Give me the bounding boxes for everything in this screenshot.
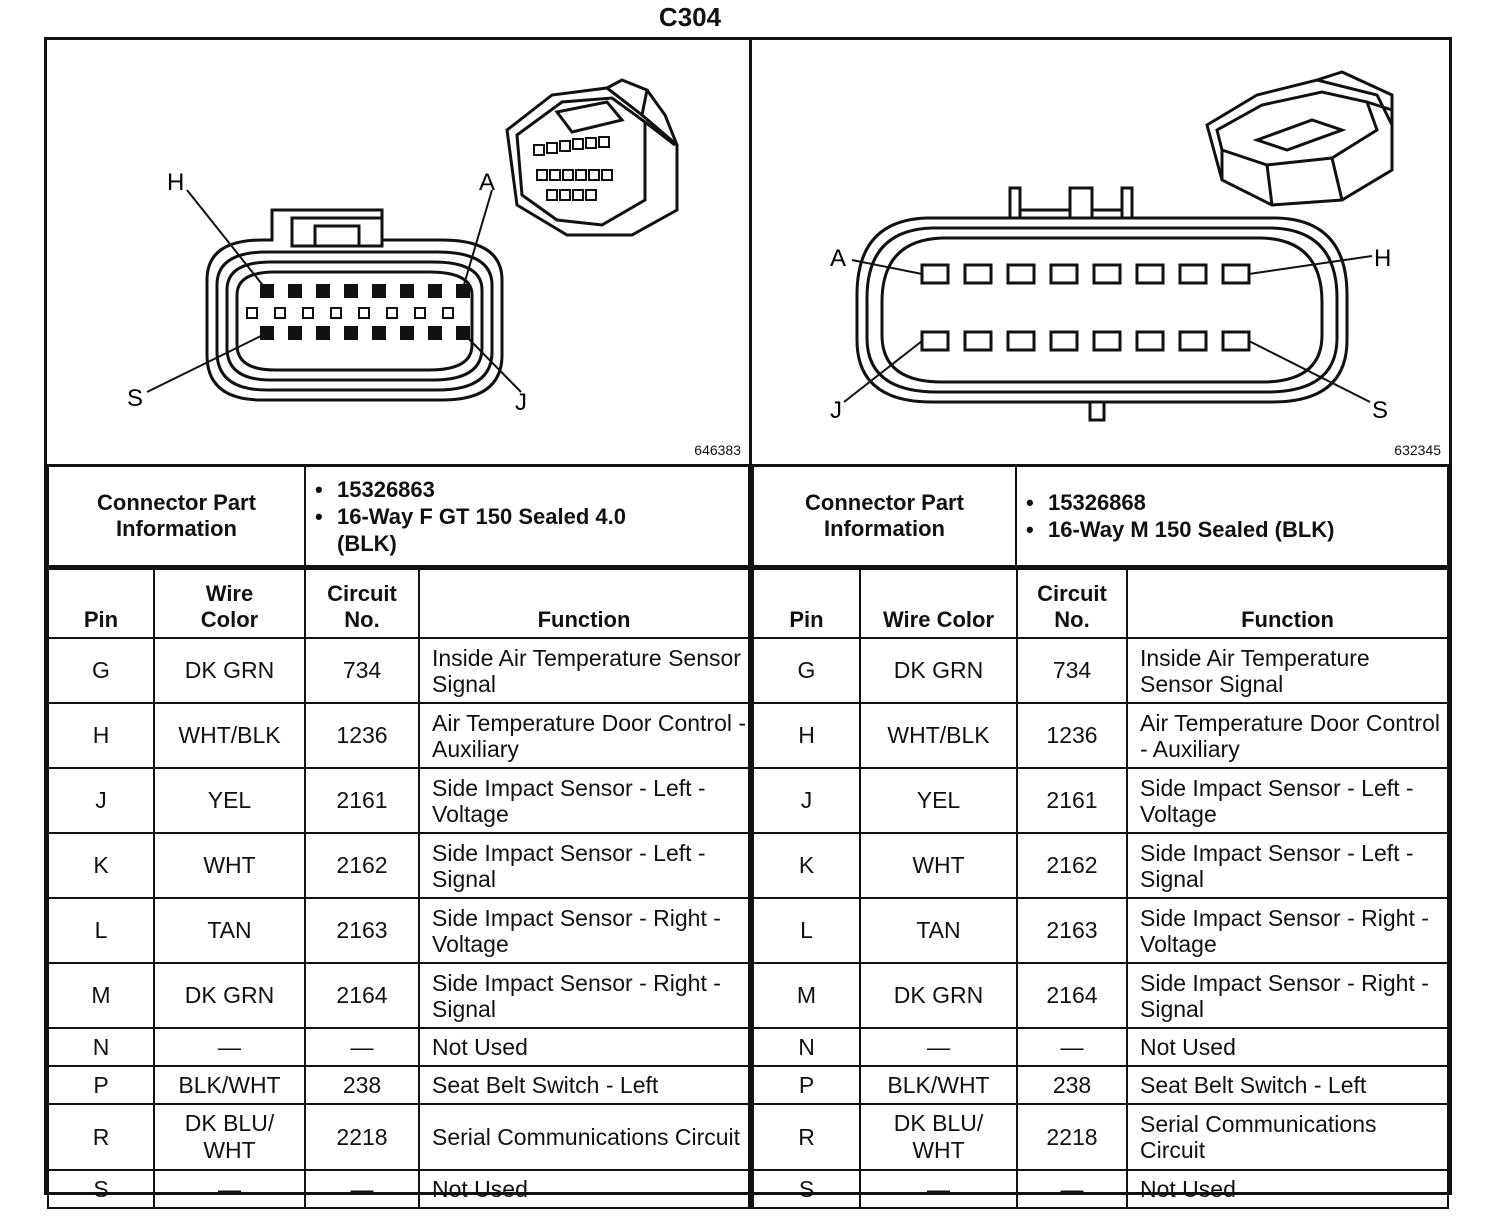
table-row: K WHT 2162 Side Impact Sensor - Left - Signal — [753, 833, 1448, 898]
part-description: • 16-Way F GT 150 Sealed 4.0 (BLK) — [337, 503, 637, 557]
callout-top-right: H — [1374, 245, 1392, 272]
circuit-header: Circuit No. — [305, 569, 419, 639]
female-connector-tables — [47, 464, 753, 1209]
function-header: Function — [1127, 569, 1448, 639]
table-row: H WHT/BLK 1236 Air Temperature Door Control - Auxiliary — [48, 703, 749, 768]
callout-bottom-right: S — [1372, 397, 1389, 424]
pinout-table — [752, 567, 1449, 1209]
info-label: Connector Part Information — [48, 466, 305, 567]
callout-bottom-left: J — [830, 397, 842, 424]
page-title: C304 — [658, 2, 722, 32]
callout-bottom-right: J — [515, 389, 527, 416]
female-connector-diagram — [47, 40, 752, 464]
connector-part-info — [47, 464, 750, 567]
table-row: S — — Not Used — [753, 1170, 1448, 1208]
male-connector-diagram — [752, 40, 1449, 464]
table-row: R DK BLU/ WHT 2218 Serial Communications Circuit — [48, 1104, 749, 1170]
circuit-header: Circuit No. — [1017, 569, 1127, 639]
pinout-table — [47, 567, 750, 1209]
part-description: • 16-Way M 150 Sealed (BLK) — [1048, 516, 1446, 543]
male-connector-face-drawing — [752, 40, 1449, 464]
callout-top-left: H — [167, 169, 185, 196]
male-connector-tables — [752, 464, 1449, 1209]
info-values — [305, 466, 749, 567]
table-row: P BLK/WHT 238 Seat Belt Switch - Left — [753, 1066, 1448, 1104]
table-row: R DK BLU/ WHT 2218 Serial Communications Circuit — [753, 1104, 1448, 1170]
connector-sheet — [44, 37, 1452, 1202]
female-connector-3d-icon — [507, 80, 677, 235]
table-row: K WHT 2162 Side Impact Sensor - Left - Signal — [48, 833, 749, 898]
table-row: L TAN 2163 Side Impact Sensor - Right - Voltage — [753, 898, 1448, 963]
table-row: N — — Not Used — [753, 1028, 1448, 1066]
figure-number: 646383 — [694, 442, 741, 458]
figure-number: 632345 — [1394, 442, 1441, 458]
pin-header: Pin — [48, 569, 154, 639]
table-row: J YEL 2161 Side Impact Sensor - Left - Voltage — [753, 768, 1448, 833]
callout-top-right: A — [479, 169, 496, 196]
table-row: N — — Not Used — [48, 1028, 749, 1066]
table-row: M DK GRN 2164 Side Impact Sensor - Right - Signal — [753, 963, 1448, 1028]
callout-bottom-left: S — [127, 385, 144, 412]
wire-color-header: Wire Color — [860, 569, 1017, 639]
table-row: P BLK/WHT 238 Seat Belt Switch - Left — [48, 1066, 749, 1104]
table-row: L TAN 2163 Side Impact Sensor - Right - Voltage — [48, 898, 749, 963]
female-connector-face-drawing — [47, 40, 749, 464]
info-values — [1016, 466, 1448, 567]
wire-color-header: Wire Color — [154, 569, 305, 639]
pin-header: Pin — [753, 569, 860, 639]
table-row: G DK GRN 734 Inside Air Temperature Sensor Signal — [48, 638, 749, 703]
part-number: • 15326868 — [1048, 489, 1446, 516]
connector-part-info — [752, 464, 1449, 567]
callout-top-left: A — [830, 245, 847, 272]
part-number: • 15326863 — [337, 476, 747, 503]
male-connector-3d-icon — [1207, 72, 1392, 205]
table-row: H WHT/BLK 1236 Air Temperature Door Control - Auxiliary — [753, 703, 1448, 768]
table-row: S — — Not Used — [48, 1170, 749, 1208]
table-row: M DK GRN 2164 Side Impact Sensor - Right - Signal — [48, 963, 749, 1028]
table-row: J YEL 2161 Side Impact Sensor - Left - Voltage — [48, 768, 749, 833]
function-header: Function — [419, 569, 749, 639]
table-row: G DK GRN 734 Inside Air Temperature Sensor Signal — [753, 638, 1448, 703]
info-label: Connector Part Information — [753, 466, 1016, 567]
